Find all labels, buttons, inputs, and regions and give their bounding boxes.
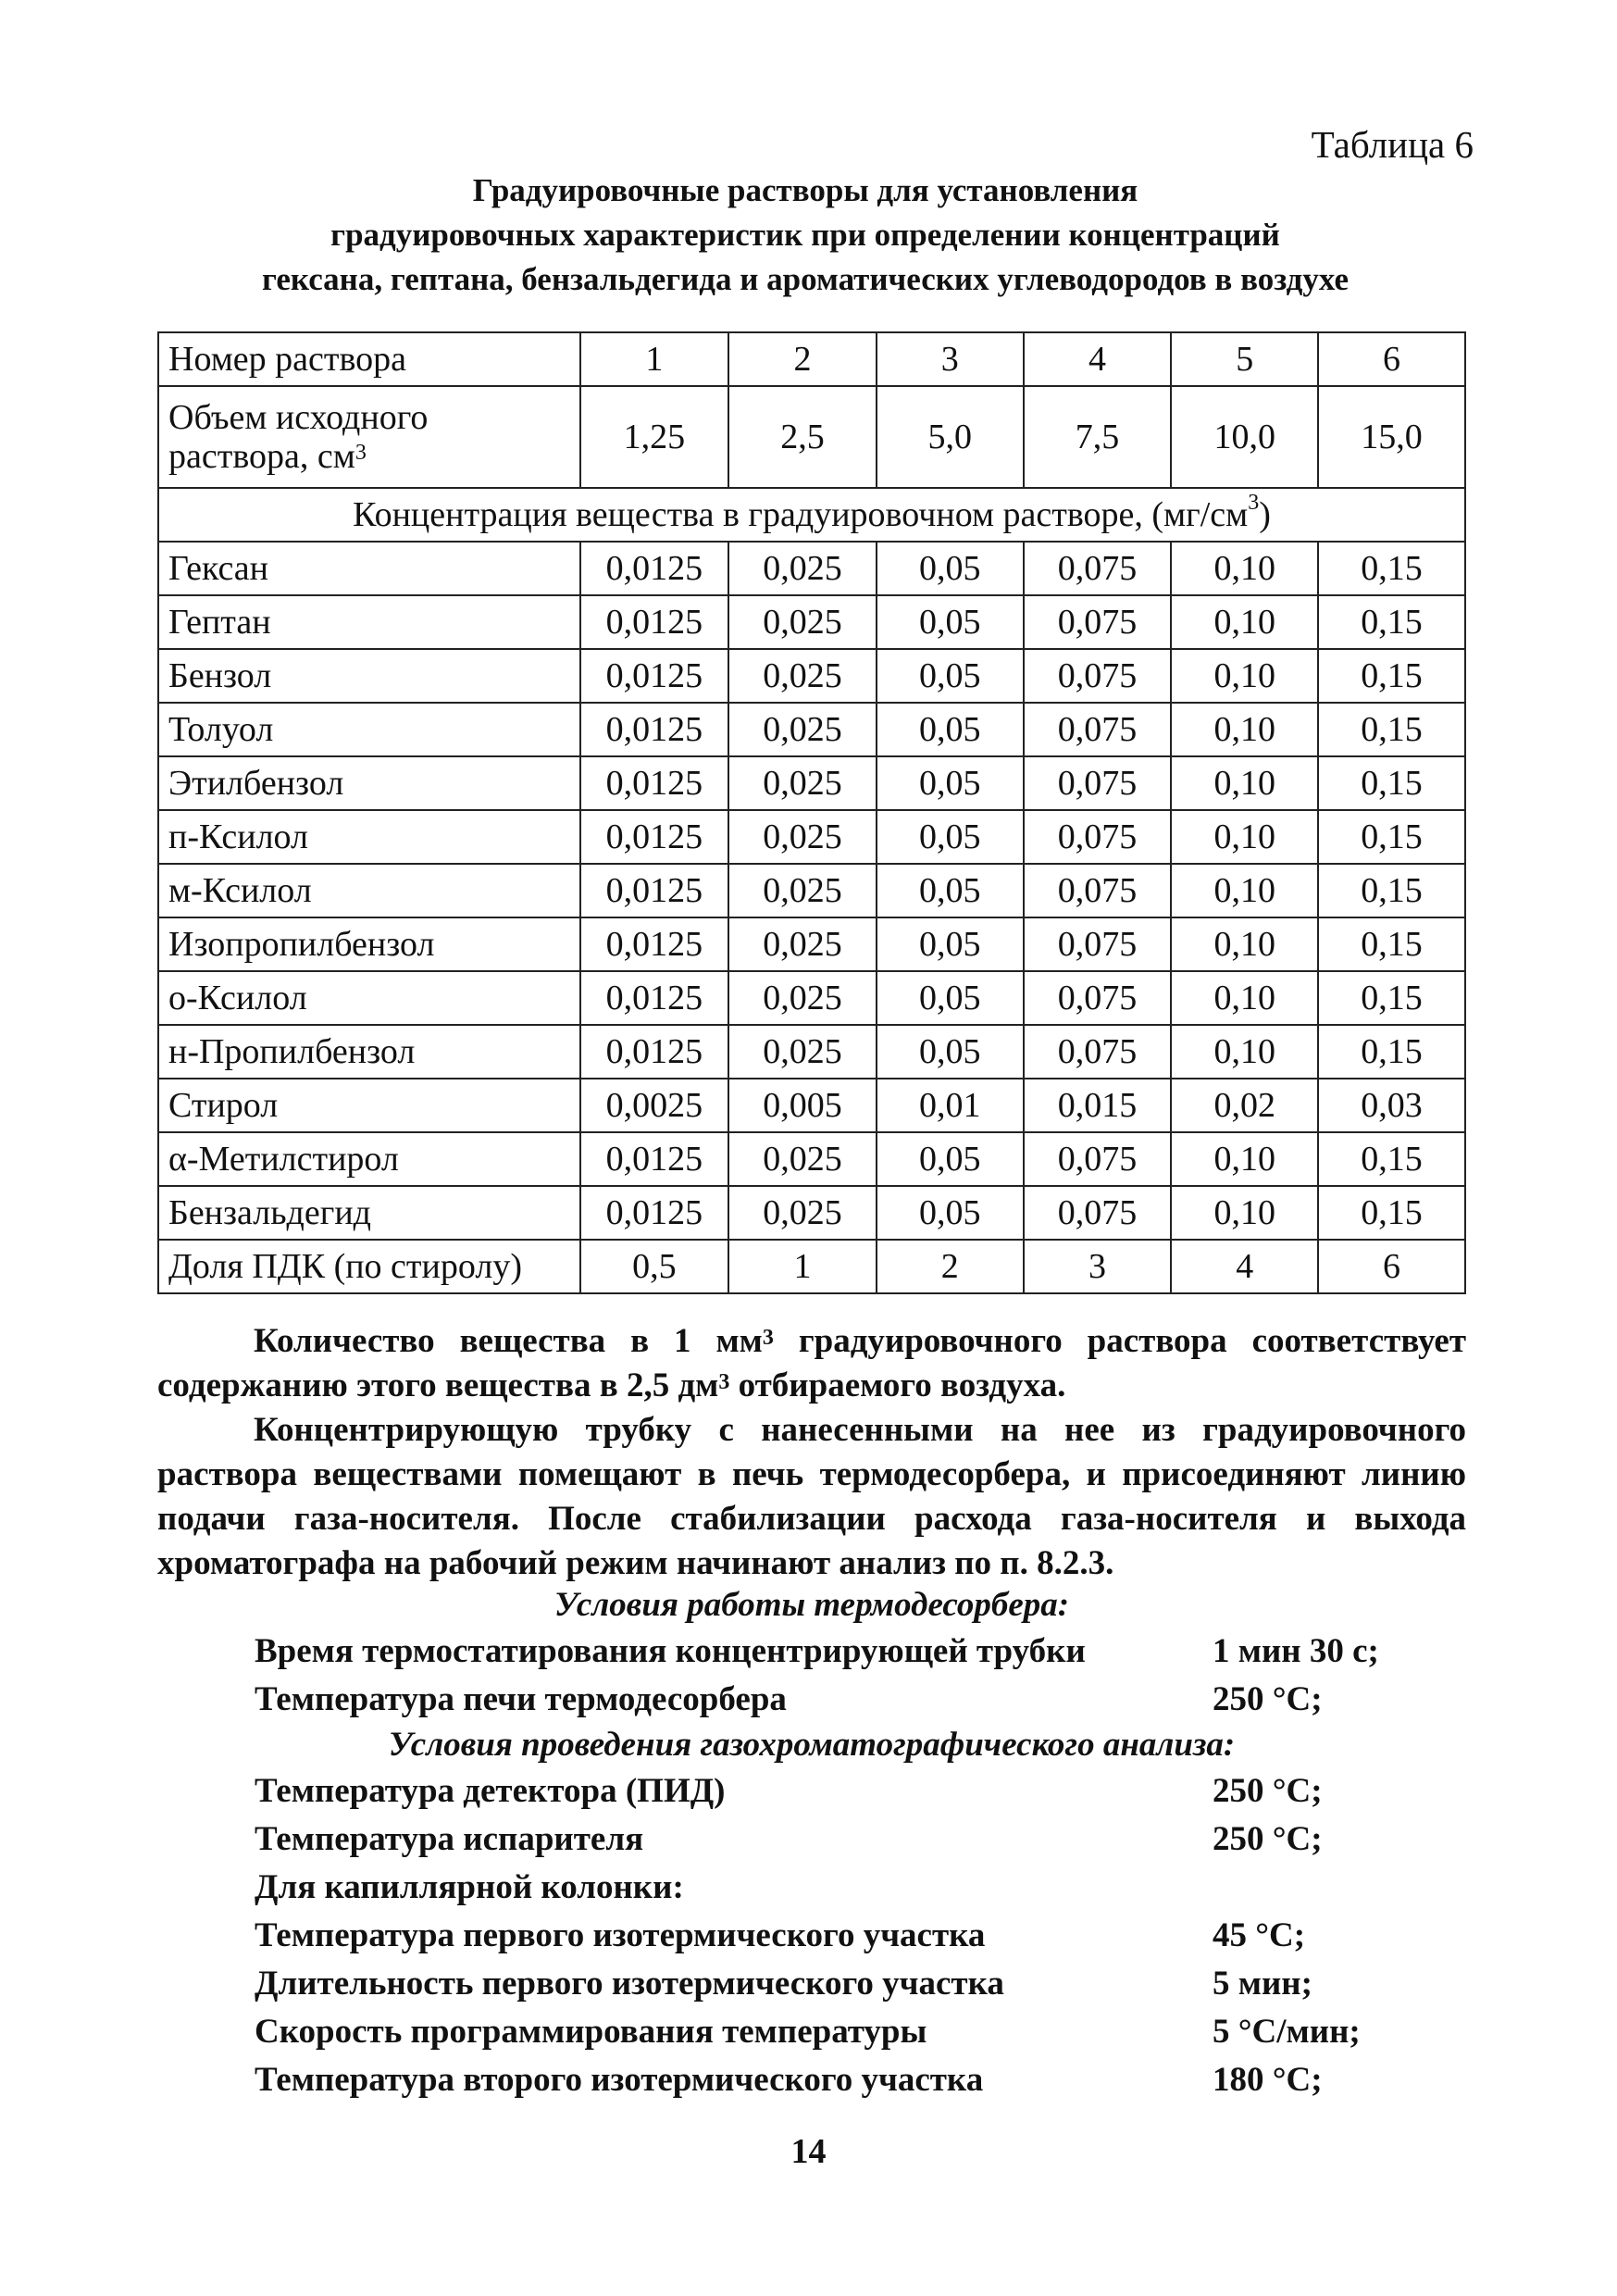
concentration-value: 0,05 (877, 864, 1024, 917)
condition-label: Температура второго изотермического участка (255, 2061, 984, 2099)
pdk-label: Доля ПДК (по стиролу) (158, 1240, 580, 1293)
concentration-value: 0,05 (877, 1025, 1024, 1079)
substance-name: α-Метилстирол (158, 1132, 580, 1186)
condition-value: 180 °С; (1213, 2061, 1323, 2099)
condition-row (255, 2012, 1402, 2060)
table-number: Таблица 6 (1311, 123, 1474, 166)
condition-value: 250 °С; (1213, 1680, 1323, 1718)
condition-value: 1 мин 30 с; (1213, 1632, 1379, 1670)
substance-name: Этилбензол (158, 756, 580, 810)
concentration-value: 0,15 (1318, 595, 1465, 649)
concentration-value: 0,025 (728, 1025, 877, 1079)
solution-number: 5 (1171, 332, 1318, 386)
volume-value: 5,0 (877, 386, 1024, 488)
table-row (158, 971, 1465, 1025)
concentration-value: 0,075 (1024, 542, 1172, 595)
condition-row (255, 1915, 1402, 1964)
substance-name: Гексан (158, 542, 580, 595)
table-title (148, 168, 1462, 302)
concentration-value: 0,15 (1318, 1132, 1465, 1186)
conditions-heading-gc: Условия проведения газохроматографического анализа: (388, 1726, 1236, 1764)
section-sup: 3 (1248, 491, 1260, 515)
concentration-value: 0,0125 (580, 649, 728, 703)
calibration-table (157, 331, 1466, 1294)
volume-value: 7,5 (1024, 386, 1172, 488)
table-row (158, 595, 1465, 649)
title-line: градуировочных характеристик при определении концентраций (330, 217, 1280, 253)
substance-name: Толуол (158, 703, 580, 756)
substance-name: Изопропилбензол (158, 917, 580, 971)
concentration-value: 0,05 (877, 917, 1024, 971)
section-close: ) (1259, 495, 1271, 534)
solution-number: 1 (580, 332, 728, 386)
concentration-value: 0,05 (877, 649, 1024, 703)
concentration-value: 0,015 (1024, 1079, 1172, 1132)
concentration-value: 0,05 (877, 595, 1024, 649)
concentration-value: 0,025 (728, 756, 877, 810)
condition-row (255, 2060, 1402, 2108)
volume-label-line1: Объем исходного (168, 398, 429, 437)
title-line: гексана, гептана, бензальдегида и ароматических углеводородов в воздухе (261, 261, 1350, 297)
concentration-value: 0,10 (1171, 1025, 1318, 1079)
concentration-value: 0,0125 (580, 971, 728, 1025)
concentration-value: 0,05 (877, 703, 1024, 756)
table-row (158, 756, 1465, 810)
concentration-value: 0,05 (877, 971, 1024, 1025)
condition-row (255, 1867, 1402, 1915)
concentration-value: 0,0125 (580, 1186, 728, 1240)
volume-label-sup: 3 (354, 441, 367, 465)
concentration-value: 0,15 (1318, 703, 1465, 756)
concentration-value: 0,075 (1024, 756, 1172, 810)
concentration-value: 0,025 (728, 542, 877, 595)
volume-label-line2: раствора, см (168, 437, 355, 476)
solution-number: 2 (728, 332, 877, 386)
concentration-value: 0,10 (1171, 595, 1318, 649)
condition-label: Температура первого изотермического участка (255, 1916, 986, 1954)
paragraph2-text: Концентрирующую трубку с нанесенными на нее из градуировочного раствора веществами помещают в печь термодесорбера, и присоединяют линию подачи газа-носителя. После стабилизации расхода газа-носителя и выхода хроматографа на рабочий режим начинают анализ по п. 8.2.3. (157, 1411, 1466, 1582)
concentration-value: 0,15 (1318, 864, 1465, 917)
concentration-value: 0,05 (877, 1132, 1024, 1186)
concentration-value: 0,10 (1171, 756, 1318, 810)
paragraph1-sup: 3 (718, 1370, 730, 1394)
substance-name: м-Ксилол (158, 864, 580, 917)
solution-number: 6 (1318, 332, 1465, 386)
concentration-value: 0,10 (1171, 917, 1318, 971)
pdk-row (158, 1240, 1465, 1293)
substance-name: о-Ксилол (158, 971, 580, 1025)
concentration-value: 0,0125 (580, 595, 728, 649)
concentration-value: 0,075 (1024, 864, 1172, 917)
paragraph1-part: Количество вещества в 1 мм (254, 1322, 763, 1360)
concentration-value: 0,02 (1171, 1079, 1318, 1132)
pdk-value: 2 (877, 1240, 1024, 1293)
concentration-value: 0,10 (1171, 1186, 1318, 1240)
concentration-value: 0,025 (728, 595, 877, 649)
concentration-value: 0,025 (728, 649, 877, 703)
concentration-value: 0,10 (1171, 649, 1318, 703)
paragraph1-sup: 3 (762, 1326, 774, 1350)
concentration-value: 0,075 (1024, 971, 1172, 1025)
volume-value: 2,5 (728, 386, 877, 488)
concentration-value: 0,0125 (580, 1132, 728, 1186)
concentration-value: 0,0125 (580, 1025, 728, 1079)
condition-label: Скорость программирования температуры (255, 2013, 927, 2051)
condition-row (255, 1631, 1402, 1679)
section-title-text: Концентрация вещества в градуировочном растворе, (мг/см (353, 495, 1249, 534)
substance-name: п-Ксилол (158, 810, 580, 864)
concentration-value: 0,15 (1318, 917, 1465, 971)
substance-name: Стирол (158, 1079, 580, 1132)
condition-label: Температура печи термодесорбера (255, 1680, 787, 1718)
concentration-value: 0,05 (877, 542, 1024, 595)
table-row (158, 1025, 1465, 1079)
page-number: 14 (790, 2132, 827, 2171)
condition-label: Для капиллярной колонки: (255, 1868, 684, 1906)
concentration-value: 0,025 (728, 810, 877, 864)
condition-value: 250 °С; (1213, 1772, 1323, 1810)
concentration-value: 0,10 (1171, 1132, 1318, 1186)
concentration-value: 0,0125 (580, 917, 728, 971)
concentration-value: 0,05 (877, 756, 1024, 810)
concentration-value: 0,025 (728, 917, 877, 971)
condition-row (255, 1964, 1402, 2012)
concentration-value: 0,10 (1171, 864, 1318, 917)
condition-value: 5 мин; (1213, 1965, 1312, 2003)
concentration-value: 0,15 (1318, 1186, 1465, 1240)
concentration-value: 0,10 (1171, 810, 1318, 864)
concentration-value: 0,0025 (580, 1079, 728, 1132)
concentration-value: 0,05 (877, 1186, 1024, 1240)
pdk-value: 1 (728, 1240, 877, 1293)
concentration-value: 0,10 (1171, 703, 1318, 756)
concentration-value: 0,0125 (580, 703, 728, 756)
paragraph-quantity (157, 1319, 1466, 1408)
section-title (158, 488, 1465, 542)
concentration-value: 0,15 (1318, 756, 1465, 810)
concentration-value: 0,075 (1024, 1025, 1172, 1079)
table-row (158, 1132, 1465, 1186)
concentration-value: 0,0125 (580, 756, 728, 810)
condition-value: 45 °С; (1213, 1916, 1306, 1954)
condition-label: Длительность первого изотермического участка (255, 1965, 1004, 2003)
pdk-value: 4 (1171, 1240, 1318, 1293)
substance-name: н-Пропилбензол (158, 1025, 580, 1079)
table-row (158, 810, 1465, 864)
pdk-value: 0,5 (580, 1240, 728, 1293)
concentration-value: 0,05 (877, 810, 1024, 864)
concentration-value: 0,0125 (580, 810, 728, 864)
concentration-value: 0,075 (1024, 1132, 1172, 1186)
condition-value: 250 °С; (1213, 1820, 1323, 1858)
concentration-value: 0,10 (1171, 971, 1318, 1025)
condition-label: Температура испарителя (255, 1820, 644, 1858)
condition-row (255, 1679, 1402, 1728)
concentration-value: 0,0125 (580, 864, 728, 917)
concentration-value: 0,025 (728, 703, 877, 756)
concentration-value: 0,15 (1318, 542, 1465, 595)
concentration-value: 0,075 (1024, 649, 1172, 703)
table-row (158, 703, 1465, 756)
concentration-value: 0,15 (1318, 649, 1465, 703)
concentration-value: 0,15 (1318, 1025, 1465, 1079)
condition-row (255, 1819, 1402, 1867)
table-row (158, 1186, 1465, 1240)
substance-name: Бензол (158, 649, 580, 703)
conditions-heading-thermodesorber: Условия работы термодесорбера: (554, 1586, 1070, 1624)
concentration-value: 0,025 (728, 971, 877, 1025)
solution-number: 3 (877, 332, 1024, 386)
concentration-value: 0,10 (1171, 542, 1318, 595)
substance-name: Бензальдегид (158, 1186, 580, 1240)
volume-label (158, 386, 580, 488)
concentration-value: 0,005 (728, 1079, 877, 1132)
concentration-value: 0,025 (728, 1132, 877, 1186)
header-row (158, 332, 1465, 386)
solution-number: 4 (1024, 332, 1172, 386)
concentration-value: 0,025 (728, 1186, 877, 1240)
table-row (158, 917, 1465, 971)
concentration-value: 0,15 (1318, 810, 1465, 864)
section-row (158, 488, 1465, 542)
paragraph1-part: градуировочного раствора соответствует содержанию этого вещества в 2,5 дм (157, 1322, 1466, 1404)
pdk-value: 6 (1318, 1240, 1465, 1293)
concentration-value: 0,075 (1024, 917, 1172, 971)
substance-name: Гептан (158, 595, 580, 649)
title-line: Градуировочные растворы для установления (472, 172, 1138, 208)
concentration-value: 0,075 (1024, 1186, 1172, 1240)
table-row (158, 542, 1465, 595)
volume-row (158, 386, 1465, 488)
concentration-value: 0,025 (728, 864, 877, 917)
condition-value: 5 °С/мин; (1213, 2013, 1361, 2051)
table-row (158, 1079, 1465, 1132)
concentration-value: 0,0125 (580, 542, 728, 595)
header-label: Номер раствора (158, 332, 580, 386)
condition-row (255, 1771, 1402, 1819)
paragraph-procedure (157, 1408, 1466, 1586)
pdk-value: 3 (1024, 1240, 1172, 1293)
paragraph1-part: отбираемого воздуха. (729, 1366, 1066, 1404)
concentration-value: 0,15 (1318, 971, 1465, 1025)
concentration-value: 0,03 (1318, 1079, 1465, 1132)
volume-value: 15,0 (1318, 386, 1465, 488)
volume-value: 1,25 (580, 386, 728, 488)
condition-label: Температура детектора (ПИД) (255, 1772, 726, 1810)
concentration-value: 0,075 (1024, 703, 1172, 756)
table-row (158, 864, 1465, 917)
condition-label: Время термостатирования концентрирующей трубки (255, 1632, 1086, 1670)
concentration-value: 0,075 (1024, 810, 1172, 864)
volume-value: 10,0 (1171, 386, 1318, 488)
table-row (158, 649, 1465, 703)
concentration-value: 0,075 (1024, 595, 1172, 649)
concentration-value: 0,01 (877, 1079, 1024, 1132)
